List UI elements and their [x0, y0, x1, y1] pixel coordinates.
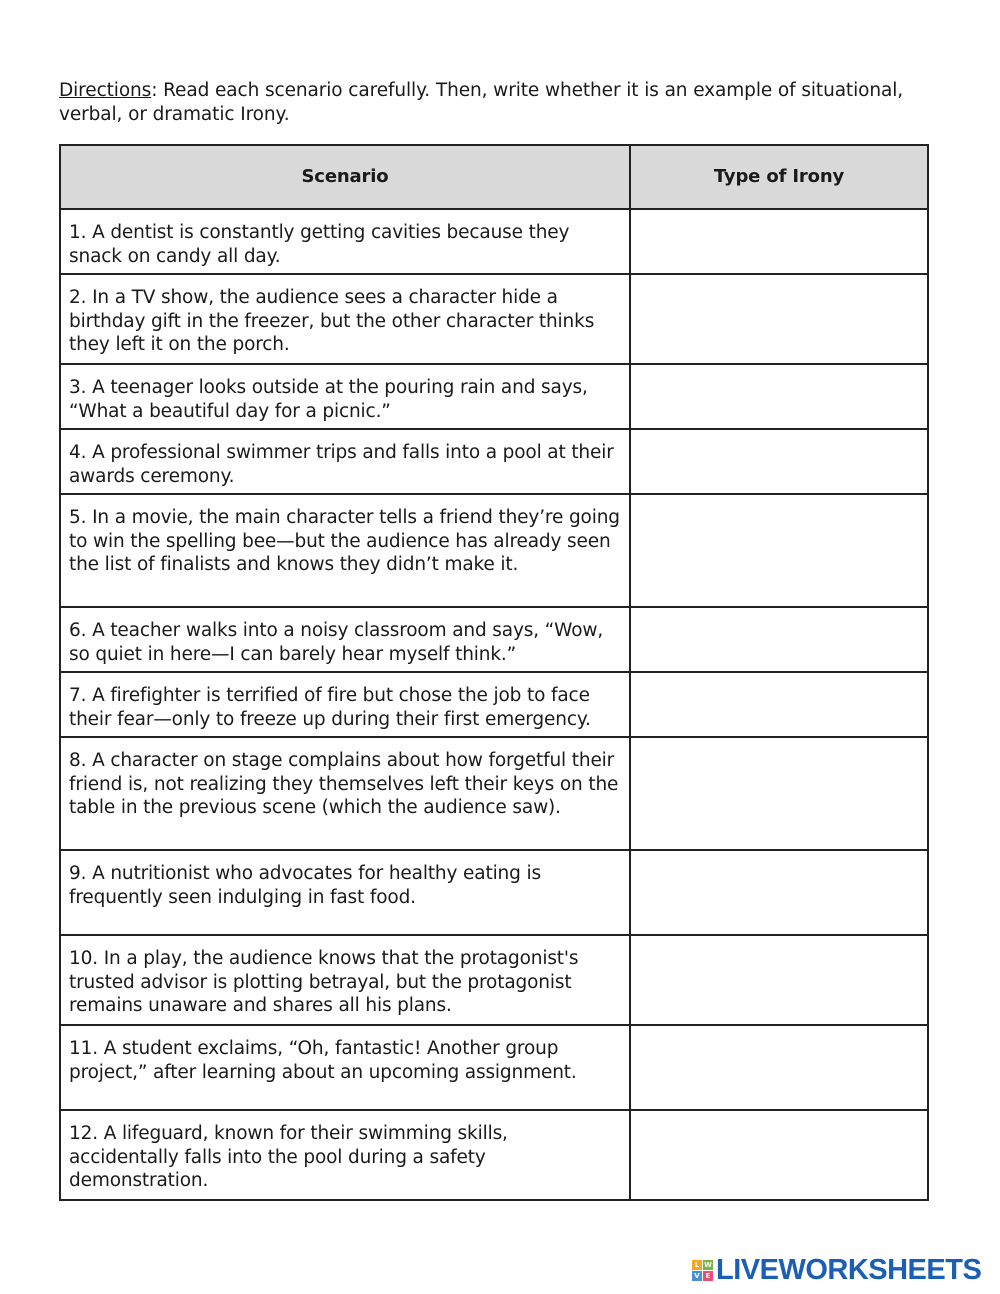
- logo-mark-letter: V: [692, 1271, 702, 1281]
- table-row: [60, 209, 928, 274]
- header-type-of-irony: Type of Irony: [630, 145, 928, 209]
- table-row: [60, 364, 928, 429]
- answer-cell[interactable]: [630, 1025, 928, 1110]
- answer-cell[interactable]: [630, 429, 928, 494]
- logo-mark-letter: E: [703, 1271, 713, 1281]
- scenario-cell: 3. A teenager looks outside at the pouring rain and says, “What a beautiful day for a picnic.”: [60, 364, 630, 429]
- liveworksheets-logo: [692, 1256, 981, 1284]
- answer-cell[interactable]: [630, 850, 928, 935]
- liveworksheets-logo-text: LIVEWORKSHEETS: [716, 1254, 982, 1286]
- irony-table: [59, 144, 929, 1201]
- table-row: [60, 1110, 928, 1200]
- scenario-cell: 2. In a TV show, the audience sees a character hide a birthday gift in the freezer, but the other character thinks they left it on the porch.: [60, 274, 630, 364]
- directions-label: Directions: [59, 80, 152, 101]
- table-row: [60, 494, 928, 607]
- table-row: [60, 737, 928, 850]
- table-row: [60, 850, 928, 935]
- scenario-cell: 9. A nutritionist who advocates for healthy eating is frequently seen indulging in fast food.: [60, 850, 630, 935]
- scenario-cell: 11. A student exclaims, “Oh, fantastic! Another group project,” after learning about an upcoming assignment.: [60, 1025, 630, 1110]
- table-row: [60, 935, 928, 1025]
- scenario-cell: 12. A lifeguard, known for their swimming skills, accidentally falls into the pool during a safety demonstration.: [60, 1110, 630, 1200]
- answer-cell[interactable]: [630, 494, 928, 607]
- table-row: [60, 1025, 928, 1110]
- answer-cell[interactable]: [630, 1110, 928, 1200]
- logo-mark-letter: L: [692, 1260, 702, 1270]
- answer-cell[interactable]: [630, 935, 928, 1025]
- scenario-cell: 4. A professional swimmer trips and falls into a pool at their awards ceremony.: [60, 429, 630, 494]
- table-row: [60, 429, 928, 494]
- scenario-cell: 8. A character on stage complains about how forgetful their friend is, not realizing they themselves left their keys on the table in the previous scene (which the audience saw).: [60, 737, 630, 850]
- answer-cell[interactable]: [630, 737, 928, 850]
- scenario-cell: 1. A dentist is constantly getting cavities because they snack on candy all day.: [60, 209, 630, 274]
- answer-cell[interactable]: [630, 364, 928, 429]
- table-row: [60, 672, 928, 737]
- header-row: [60, 145, 928, 209]
- scenario-cell: 5. In a movie, the main character tells a friend they’re going to win the spelling bee—but the audience has already seen the list of finalists and knows they didn’t make it.: [60, 494, 630, 607]
- answer-cell[interactable]: [630, 672, 928, 737]
- answer-cell[interactable]: [630, 274, 928, 364]
- answer-cell[interactable]: [630, 607, 928, 672]
- directions-text: : Read each scenario carefully. Then, write whether it is an example of situational, verbal, or dramatic Irony.: [59, 80, 904, 125]
- table-row: [60, 274, 928, 364]
- answer-cell[interactable]: [630, 209, 928, 274]
- table-row: [60, 607, 928, 672]
- scenario-cell: 6. A teacher walks into a noisy classroom and says, “Wow, so quiet in here—I can barely hear myself think.”: [60, 607, 630, 672]
- scenario-cell: 7. A firefighter is terrified of fire but chose the job to face their fear—only to freeze up during their first emergency.: [60, 672, 630, 737]
- header-scenario: Scenario: [60, 145, 630, 209]
- scenario-cell: 10. In a play, the audience knows that the protagonist's trusted advisor is plotting betrayal, but the protagonist remains unaware and shares all his plans.: [60, 935, 630, 1025]
- logo-mark-letter: W: [704, 1260, 712, 1269]
- liveworksheets-logo-icon: [692, 1260, 713, 1281]
- directions: [59, 79, 939, 126]
